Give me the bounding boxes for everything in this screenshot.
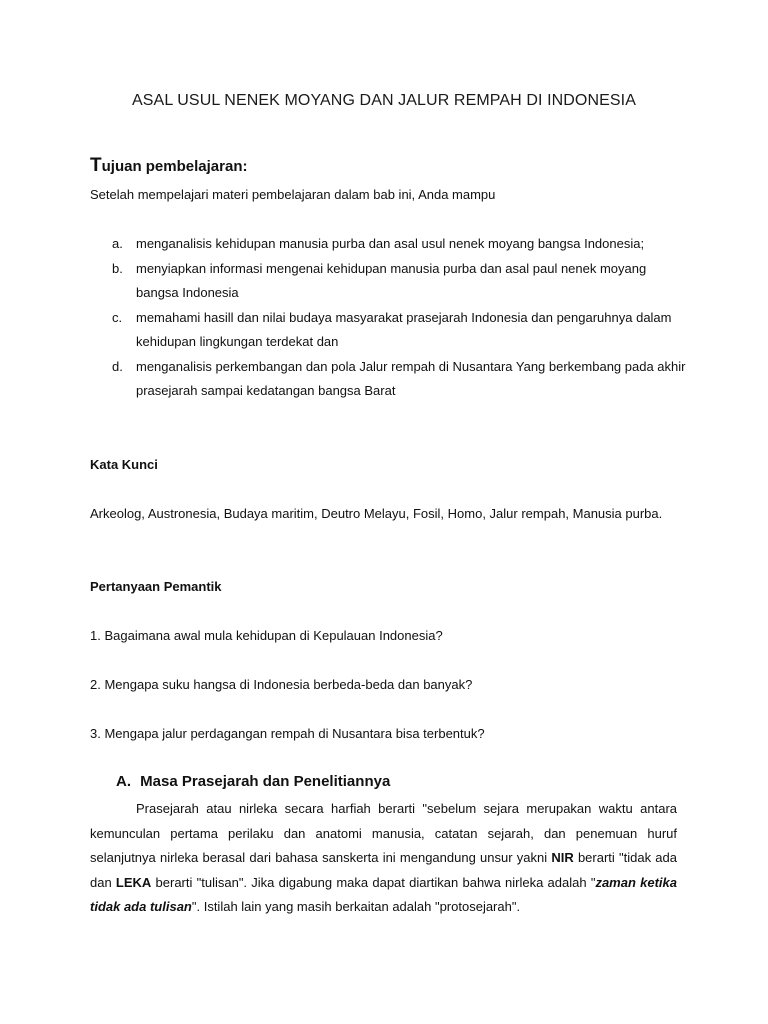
list-marker: d. <box>112 358 123 374</box>
list-marker: a. <box>112 236 123 251</box>
section-body <box>90 797 677 920</box>
question-item: 1. Bagaimana awal mula kehidupan di Kepulauan Indonesia? <box>90 628 443 643</box>
objective-item <box>90 306 690 355</box>
section-title: Masa Prasejarah dan Penelitiannya <box>140 773 391 790</box>
objective-text: menyiapkan informasi mengenai kehidupan manusia purba dan asal paul nenek moyang bangsa Indonesia <box>136 260 647 300</box>
questions-heading: Pertanyaan Pemantik <box>90 579 222 594</box>
objective-text: menganalisis perkembangan dan pola Jalur rempah di Nusantara Yang berkembang pada akhir prasejarah sampai kedatangan bangsa Barat <box>136 358 686 398</box>
learning-objectives-heading <box>90 155 247 177</box>
objective-text: memahami hasill dan nilai budaya masyarakat prasejarah Indonesia dan pengaruhnya dalam kehidupan lingkungan terdekat dan <box>136 309 672 349</box>
objective-text: menganalisis kehidupan manusia purba dan asal usul nenek moyang bangsa Indonesia; <box>136 236 645 251</box>
list-marker: b. <box>112 260 123 276</box>
body-text-part: Prasejarah atau nirleka secara harfiah berarti "sebelum sejara merupakan waktu antara kemunculan pertama perilaku dan anatomi manusia, catatan sejarah, dan penemuan huruf selanjutnya nirleka berasal dari bahasa sanskerta ini mengandung unsur yakni <box>90 801 677 865</box>
objectives-list <box>90 232 690 404</box>
section-letter: A. <box>116 773 131 790</box>
question-item: 3. Mengapa jalur perdagangan rempah di Nusantara bisa terbentuk? <box>90 726 485 741</box>
objective-item <box>90 257 690 306</box>
body-text-part: berarti "tidak ada dan <box>90 850 678 890</box>
keywords-paragraph: Arkeolog, Austronesia, Budaya maritim, Deutro Melayu, Fosil, Homo, Jalur rempah, Manusia purba. <box>90 506 663 521</box>
keywords-heading: Kata Kunci <box>90 457 158 472</box>
list-marker: c. <box>112 309 123 325</box>
heading-rest: ujuan pembelajaran: <box>101 158 248 175</box>
term-nir: NIR <box>551 850 574 865</box>
document-title: ASAL USUL NENEK MOYANG DAN JALUR REMPAH DI INDONESIA <box>132 92 636 109</box>
emphasized-definition: zaman ketika tidak ada tulisan <box>90 874 677 914</box>
body-text-part: ". Istilah lain yang masih berkaitan adalah "protosejarah". <box>191 899 521 914</box>
question-item: 2. Mengapa suku hangsa di Indonesia berbeda-beda dan banyak? <box>90 677 473 692</box>
section-heading <box>116 773 390 790</box>
heading-initial: T <box>90 155 102 176</box>
body-paragraph <box>90 797 677 920</box>
objective-item <box>90 355 690 404</box>
objective-item <box>90 232 690 257</box>
term-leka: LEKA <box>115 874 152 890</box>
intro-paragraph: Setelah mempelajari materi pembelajaran dalam bab ini, Anda mampu <box>90 187 496 202</box>
body-text-part: berarti "tulisan". Jika digabung maka dapat diartikan bahwa nirleka adalah " <box>151 874 596 890</box>
